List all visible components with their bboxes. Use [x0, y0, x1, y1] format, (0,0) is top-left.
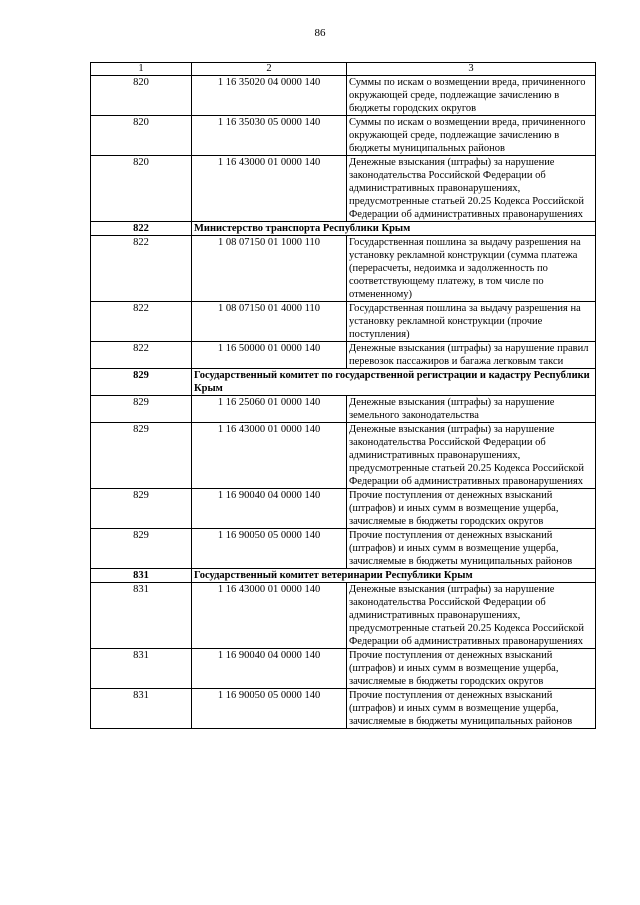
- admin-code-cell: 831: [91, 649, 192, 689]
- section-header-row: [91, 369, 596, 396]
- kbk-code-cell: 1 16 90040 04 0000 140: [192, 649, 347, 689]
- table-row: [91, 342, 596, 369]
- table-row: [91, 156, 596, 222]
- table-row: [91, 689, 596, 729]
- admin-code-cell: 829: [91, 396, 192, 423]
- description-cell: Прочие поступления от денежных взысканий (штрафов) и иных сумм в возмещение ущерба, зачисляемые в бюджеты городских округов: [347, 649, 596, 689]
- description-cell: Денежные взыскания (штрафы) за нарушение законодательства Российской Федерации об административных правонарушениях, предусмотренные статьей 20.25 Кодекса Российской Федерации об административных правонарушениях: [347, 423, 596, 489]
- kbk-code-cell: 1 16 43000 01 0000 140: [192, 156, 347, 222]
- description-cell: Прочие поступления от денежных взысканий (штрафов) и иных сумм в возмещение ущерба, зачисляемые в бюджеты муниципальных районов: [347, 689, 596, 729]
- table-row: [91, 302, 596, 342]
- description-cell: Денежные взыскания (штрафы) за нарушение правил перевозок пассажиров и багажа легковым такси: [347, 342, 596, 369]
- kbk-code-cell: 1 16 90050 05 0000 140: [192, 529, 347, 569]
- table-row: [91, 396, 596, 423]
- table-row: [91, 489, 596, 529]
- description-cell: Прочие поступления от денежных взысканий (штрафов) и иных сумм в возмещение ущерба, зачисляемые в бюджеты городских округов: [347, 489, 596, 529]
- section-title: Государственный комитет ветеринарии Республики Крым: [192, 569, 596, 583]
- description-cell: Государственная пошлина за выдачу разрешения на установку рекламной конструкции (прочие поступления): [347, 302, 596, 342]
- table-row: [91, 649, 596, 689]
- table-row: [91, 236, 596, 302]
- admin-code-cell: 831: [91, 689, 192, 729]
- column-header-1: 1: [91, 63, 192, 76]
- admin-code-cell: 820: [91, 116, 192, 156]
- admin-code-cell: 820: [91, 156, 192, 222]
- table-row: [91, 529, 596, 569]
- description-cell: Денежные взыскания (штрафы) за нарушение законодательства Российской Федерации об административных правонарушениях, предусмотренные статьей 20.25 Кодекса Российской Федерации об административных правонарушениях: [347, 583, 596, 649]
- admin-code-cell: 829: [91, 529, 192, 569]
- section-title: Государственный комитет по государственной регистрации и кадастру Республики Крым: [192, 369, 596, 396]
- section-header-row: [91, 569, 596, 583]
- admin-code-cell: 822: [91, 236, 192, 302]
- admin-code-cell: 829: [91, 489, 192, 529]
- kbk-code-cell: 1 16 43000 01 0000 140: [192, 583, 347, 649]
- kbk-code-cell: 1 16 35020 04 0000 140: [192, 76, 347, 116]
- description-cell: Суммы по искам о возмещении вреда, причиненного окружающей среде, подлежащие зачислению в бюджеты муниципальных районов: [347, 116, 596, 156]
- kbk-code-cell: 1 16 50000 01 0000 140: [192, 342, 347, 369]
- section-header-row: [91, 222, 596, 236]
- admin-code-cell: 829: [91, 423, 192, 489]
- admin-code-cell: 820: [91, 76, 192, 116]
- table-header-row: [91, 63, 596, 76]
- table-row: [91, 116, 596, 156]
- kbk-code-cell: 1 16 35030 05 0000 140: [192, 116, 347, 156]
- kbk-code-cell: 1 16 90040 04 0000 140: [192, 489, 347, 529]
- column-header-2: 2: [192, 63, 347, 76]
- page-number: 86: [314, 27, 326, 39]
- section-title: Министерство транспорта Республики Крым: [192, 222, 596, 236]
- section-admin-code: 822: [91, 222, 192, 236]
- section-admin-code: 829: [91, 369, 192, 396]
- description-cell: Денежные взыскания (штрафы) за нарушение законодательства Российской Федерации об административных правонарушениях, предусмотренные статьей 20.25 Кодекса Российской Федерации об административных правонарушениях: [347, 156, 596, 222]
- table-row: [91, 76, 596, 116]
- kbk-code-cell: 1 16 25060 01 0000 140: [192, 396, 347, 423]
- table-row: [91, 423, 596, 489]
- kbk-code-cell: 1 16 43000 01 0000 140: [192, 423, 347, 489]
- admin-code-cell: 822: [91, 342, 192, 369]
- table-row: [91, 583, 596, 649]
- admin-code-cell: 822: [91, 302, 192, 342]
- column-header-3: 3: [347, 63, 596, 76]
- description-cell: Денежные взыскания (штрафы) за нарушение земельного законодательства: [347, 396, 596, 423]
- budget-classification-table: [90, 62, 596, 729]
- kbk-code-cell: 1 08 07150 01 4000 110: [192, 302, 347, 342]
- description-cell: Прочие поступления от денежных взысканий (штрафов) и иных сумм в возмещение ущерба, зачисляемые в бюджеты муниципальных районов: [347, 529, 596, 569]
- description-cell: Государственная пошлина за выдачу разрешения на установку рекламной конструкции (сумма платежа (перерасчеты, недоимка и задолженность по соответствующему платежу, в том числе по отмененному): [347, 236, 596, 302]
- kbk-code-cell: 1 16 90050 05 0000 140: [192, 689, 347, 729]
- kbk-code-cell: 1 08 07150 01 1000 110: [192, 236, 347, 302]
- description-cell: Суммы по искам о возмещении вреда, причиненного окружающей среде, подлежащие зачислению в бюджеты городских округов: [347, 76, 596, 116]
- admin-code-cell: 831: [91, 583, 192, 649]
- section-admin-code: 831: [91, 569, 192, 583]
